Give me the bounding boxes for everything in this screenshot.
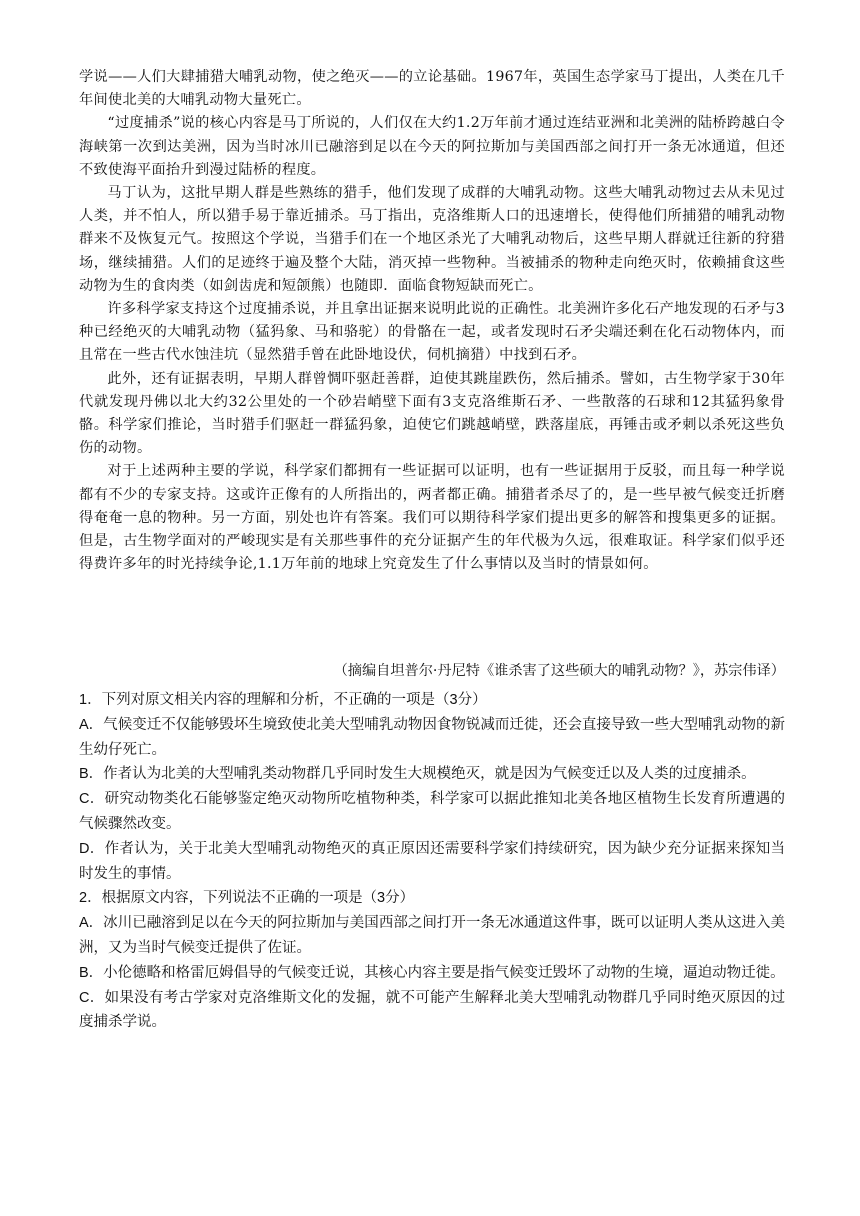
reading-passage xyxy=(79,66,785,576)
passage-paragraph: 许多科学家支持这个过度捕杀说，并且拿出证据来说明此说的正确性。北美洲许多化石产地发现的石矛与3种已经绝灭的大哺乳动物（猛犸象、马和骆驼）的骨骼在一起，或者发现时石矛尖端还剩在化石动物体内，而且常在一些古代水蚀洼坑（显然猎手曾在此卧地设伏，伺机摘猎）中找到石矛。 xyxy=(79,301,785,364)
passage-source: （摘编自坦普尔·丹尼特《谁杀害了这些硕大的哺乳动物？》，苏宗伟译） xyxy=(333,663,785,679)
option-b: B．作者认为北美的大型哺乳类动物群几乎同时发生大规模绝灭，就是因为气候变迁以及人类的过度捕杀。 xyxy=(79,766,756,783)
question-2 xyxy=(79,886,785,1035)
option-a: A．气候变迁不仅能够毁坏生境致使北美大型哺乳动物因食物锐减而迁徙，还会直接导致一些大型哺乳动物的新生幼仔死亡。 xyxy=(79,716,785,758)
passage-paragraph: 此外，还有证据表明，早期人群曾惆吓驱赶善群，迫使其跳崖跌伤，然后捕杀。譬如，古生物学家于30年代就发现丹佛以北大约32公里处的一个砂岩峭壁下面有3支克洛维斯石矛、一些散落的石球和12其猛犸象骨骼。科学家们推论，当时猎手们驱赶一群猛犸象，迫使它们跳越峭壁，跌落崖底，再锤击或矛刺以杀死这些负伤的动物。 xyxy=(79,370,785,457)
passage-paragraph: 对于上述两种主要的学说，科学家们都拥有一些证据可以证明，也有一些证据用于反驳，而且每一种学说都有不少的专家支持。这或许正像有的人所指出的，两者都正确。捕猎者杀尽了的，是一些早被气候变迁折磨得奄奄一息的物种。另一方面，别处也许有答案。我们可以期待科学家们提出更多的解答和搜集更多的证据。但是，古生物学面对的严峻现实是有关那些事件的充分证据产生的年代极为久远，很难取证。科学家们似乎还得费许多年的时光持续争论,1.1万年前的地球上究竟发生了什么事情以及当时的情景如何。 xyxy=(79,463,785,573)
question-1 xyxy=(79,688,785,886)
option-c: C．研究动物类化石能够鉴定绝灭动物所吃植物种类，科学家可以据此推知北美各地区植物生长发育所遭遇的气候骤然改变。 xyxy=(79,791,785,832)
option-a: A．冰川已融溶到足以在今天的阿拉斯加与美国西部之间打开一条无冰通道这件事，既可以证明人类从这进入美洲，又为当时气候变迁提供了佐证。 xyxy=(79,915,785,956)
option-d: D．作者认为，关于北美大型哺乳动物绝灭的真正原因还需要科学家们持续研究，因为缺少充分证据来探知当时发生的事情。 xyxy=(79,840,785,882)
question-stem: 2．根据原文内容，下列说法不正确的一项是（3分） xyxy=(79,890,415,907)
passage-paragraph: “过度捕杀”说的核心内容是马丁所说的，人们仅在大约1.2万年前才通过连结亚洲和北美洲的陆桥跨越白令海峡第一次到达美洲，因为当时冰川已融溶到足以在今天的阿拉斯加与美国西部之间打开一条无冰通道，但还不致使海平面抬升到漫过陆桥的程度。 xyxy=(79,115,785,178)
question-stem: 1．下列对原文相关内容的理解和分析，不正确的一项是（3分） xyxy=(79,692,487,708)
option-c: C．如果没有考古学家对克洛维斯文化的发掘，就不可能产生解释北美大型哺乳动物群几乎同时绝灭原因的过度捕杀学说。 xyxy=(79,989,785,1031)
passage-paragraph: 学说——人们大肆捕猎大哺乳动物，使之绝灭——的立论基础。1967年，英国生态学家马丁提出，人类在几千年间使北美的大哺乳动物大量死亡。 xyxy=(79,69,785,109)
passage-paragraph: 马丁认为，这批早期人群是些熟练的猎手，他们发现了成群的大哺乳动物。这些大哺乳动物过去从未见过人类，并不怕人，所以猎手易于靠近捕杀。马丁指出，克洛维斯人口的迅速增长，使得他们所捕猎的哺乳动物群来不及恢复元气。按照这个学说，当猎手们在一个地区杀光了大哺乳动物后，这些早期人群就迁往新的狩猎场，继续捕猎。人们的足迹终于遍及整个大陆，消灭掉一些物种。当被捕杀的物种走向绝灭时，依赖捕食这些动物为生的食肉类（如剑齿虎和短颌熊）也随即．面临食物短缺而死亡。 xyxy=(79,185,785,294)
option-b: B．小伦德略和格雷厄姆倡导的气候变迁说，其核心内容主要是指气候变迁毁坏了动物的生境，逼迫动物迁徙。 xyxy=(79,964,785,981)
question-list xyxy=(79,688,785,1035)
